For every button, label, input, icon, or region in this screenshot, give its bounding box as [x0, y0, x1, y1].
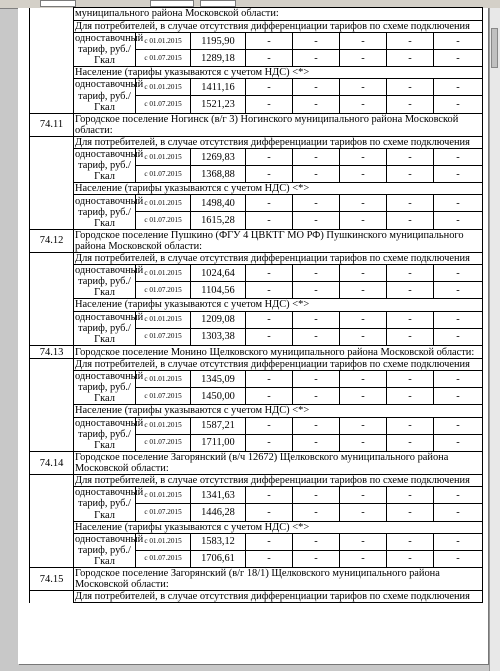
section-title: Городское поселение Монино Щелковского муниципального района Московской области:	[74, 346, 483, 359]
empty-value-dash: -	[246, 282, 293, 299]
empty-value-dash: -	[387, 265, 434, 282]
empty-value-dash: -	[434, 388, 483, 405]
tariff-value: 1024,64	[191, 265, 246, 282]
empty-value-dash: -	[293, 282, 340, 299]
empty-value-dash: -	[387, 311, 434, 328]
empty-value-dash: -	[387, 79, 434, 96]
tariff-label: одноставочный тариф, руб./Гкал	[75, 533, 144, 567]
date-cell: с 01.01.2015	[136, 371, 191, 388]
section-title: Городское поселение Загорянский (в/ч 12672) Щелковского муниципального района Московской области:	[74, 452, 483, 475]
row-number-cell	[30, 21, 74, 33]
empty-value-dash: -	[434, 550, 483, 568]
empty-value-dash: -	[434, 79, 483, 96]
tariff-value: 1341,63	[191, 487, 246, 504]
row-number-cell	[30, 212, 74, 230]
empty-value-dash: -	[293, 487, 340, 504]
empty-value-dash: -	[246, 212, 293, 230]
empty-value-dash: -	[293, 504, 340, 521]
tariff-label: одноставочный тариф, руб./Гкал	[75, 487, 144, 521]
empty-value-dash: -	[434, 311, 483, 328]
footnote-marker: <*>	[292, 405, 310, 417]
empty-value-dash: -	[434, 487, 483, 504]
row-number-cell	[30, 311, 74, 328]
row-number-cell	[30, 183, 74, 195]
date-cell: с 01.07.2015	[136, 96, 191, 113]
empty-value-dash: -	[340, 328, 387, 346]
row-number-cell	[30, 405, 74, 417]
date-cell: с 01.07.2015	[136, 434, 191, 452]
tariff-value: 1104,56	[191, 282, 246, 299]
tariff-value: 1411,16	[191, 79, 246, 96]
date-cell: с 01.01.2015	[136, 533, 191, 550]
footnote-marker: <*>	[292, 299, 310, 311]
tariff-value: 1289,18	[191, 50, 246, 67]
empty-value-dash: -	[293, 33, 340, 50]
empty-value-dash: -	[246, 265, 293, 282]
empty-value-dash: -	[387, 533, 434, 550]
empty-value-dash: -	[434, 50, 483, 67]
empty-value-dash: -	[387, 166, 434, 183]
row-number-cell	[30, 79, 74, 96]
tariff-label: одноставочный тариф, руб./Гкал	[75, 195, 144, 229]
empty-value-dash: -	[387, 33, 434, 50]
date-cell: с 01.01.2015	[136, 265, 191, 282]
empty-value-dash: -	[387, 149, 434, 166]
row-number-cell	[30, 371, 74, 388]
empty-value-dash: -	[340, 388, 387, 405]
empty-value-dash: -	[387, 417, 434, 434]
empty-value-dash: -	[340, 311, 387, 328]
vertical-scrollbar[interactable]	[489, 8, 500, 671]
zoom-dropdown[interactable]	[200, 0, 236, 7]
date-cell: с 01.07.2015	[136, 550, 191, 568]
population-label: Население (тарифы указываются с учетом НДС)	[75, 299, 290, 311]
empty-value-dash: -	[340, 166, 387, 183]
empty-value-dash: -	[340, 550, 387, 568]
empty-value-dash: -	[293, 533, 340, 550]
empty-value-dash: -	[340, 487, 387, 504]
row-number-cell	[30, 359, 74, 371]
empty-value-dash: -	[246, 96, 293, 113]
empty-value-dash: -	[434, 282, 483, 299]
empty-value-dash: -	[293, 550, 340, 568]
empty-value-dash: -	[434, 166, 483, 183]
empty-value-dash: -	[387, 328, 434, 346]
row-number-cell	[30, 67, 74, 79]
empty-value-dash: -	[340, 50, 387, 67]
population-row	[74, 183, 483, 195]
empty-value-dash: -	[246, 533, 293, 550]
consumer-label: Для потребителей, в случае отсутствия дифференциации тарифов по схеме подключения	[74, 21, 483, 33]
page-number-field[interactable]	[40, 0, 76, 7]
empty-value-dash: -	[340, 149, 387, 166]
empty-value-dash: -	[293, 328, 340, 346]
tariff-value: 1269,83	[191, 149, 246, 166]
empty-value-dash: -	[434, 265, 483, 282]
section-number: 74.13	[30, 346, 74, 359]
consumer-label: Для потребителей, в случае отсутствия дифференциации тарифов по схеме подключения	[74, 475, 483, 487]
empty-value-dash: -	[340, 79, 387, 96]
empty-value-dash: -	[434, 417, 483, 434]
date-cell: с 01.01.2015	[136, 195, 191, 212]
empty-value-dash: -	[340, 212, 387, 230]
row-number-cell	[30, 33, 74, 50]
consumer-label: Для потребителей, в случае отсутствия дифференциации тарифов по схеме подключения	[74, 136, 483, 148]
empty-value-dash: -	[293, 212, 340, 230]
date-cell: с 01.01.2015	[136, 33, 191, 50]
empty-value-dash: -	[293, 311, 340, 328]
empty-value-dash: -	[246, 371, 293, 388]
section-title: Городское поселение Пушкино (ФГУ 4 ЦВКТГ МО РФ) Пушкинского муниципального района Московской области:	[74, 229, 483, 252]
empty-value-dash: -	[387, 282, 434, 299]
empty-value-dash: -	[340, 371, 387, 388]
empty-value-dash: -	[293, 265, 340, 282]
row-number-cell	[30, 96, 74, 113]
row-number-cell	[30, 136, 74, 148]
row-number-cell	[30, 299, 74, 311]
empty-value-dash: -	[246, 79, 293, 96]
empty-value-dash: -	[387, 212, 434, 230]
empty-value-dash: -	[340, 533, 387, 550]
row-number-cell	[30, 388, 74, 405]
tariff-label: одноставочный тариф, руб./Гкал	[75, 79, 144, 113]
tariff-label: одноставочный тариф, руб./Гкал	[75, 33, 144, 67]
row-number-cell	[30, 591, 74, 603]
row-number-cell	[30, 434, 74, 452]
empty-value-dash: -	[434, 96, 483, 113]
empty-value-dash: -	[246, 50, 293, 67]
date-cell: с 01.07.2015	[136, 282, 191, 299]
tariff-value: 1583,12	[191, 533, 246, 550]
empty-value-dash: -	[340, 265, 387, 282]
tariff-value: 1368,88	[191, 166, 246, 183]
empty-value-dash: -	[434, 434, 483, 452]
empty-value-dash: -	[387, 371, 434, 388]
empty-value-dash: -	[293, 371, 340, 388]
date-cell: с 01.01.2015	[136, 79, 191, 96]
empty-value-dash: -	[246, 166, 293, 183]
date-cell: с 01.07.2015	[136, 388, 191, 405]
section-title: Городское поселение Загорянский (в/г 18/1) Щелковского муниципального района Московской области:	[74, 568, 483, 591]
tariff-value: 1711,00	[191, 434, 246, 452]
empty-value-dash: -	[246, 195, 293, 212]
footnote-marker: <*>	[292, 67, 310, 79]
row-number-cell	[30, 8, 74, 21]
empty-value-dash: -	[293, 388, 340, 405]
empty-value-dash: -	[293, 166, 340, 183]
empty-value-dash: -	[340, 434, 387, 452]
empty-value-dash: -	[293, 149, 340, 166]
tariff-label: одноставочный тариф, руб./Гкал	[75, 265, 144, 299]
row-number-cell	[30, 166, 74, 183]
empty-value-dash: -	[434, 33, 483, 50]
tariff-label: одноставочный тариф, руб./Гкал	[75, 371, 144, 405]
empty-value-dash: -	[246, 504, 293, 521]
row-number-cell	[30, 504, 74, 521]
row-number-cell	[30, 282, 74, 299]
row-number-cell	[30, 50, 74, 67]
tariff-value: 1587,21	[191, 417, 246, 434]
empty-value-dash: -	[387, 550, 434, 568]
empty-value-dash: -	[246, 487, 293, 504]
section-number: 74.15	[30, 568, 74, 591]
tariff-value: 1303,38	[191, 328, 246, 346]
empty-value-dash: -	[387, 388, 434, 405]
empty-value-dash: -	[340, 96, 387, 113]
empty-value-dash: -	[434, 212, 483, 230]
date-cell: с 01.07.2015	[136, 50, 191, 67]
zoom-field[interactable]	[150, 0, 194, 7]
tariff-table	[29, 7, 483, 603]
tariff-label: одноставочный тариф, руб./Гкал	[75, 149, 144, 183]
row-number-cell	[30, 487, 74, 504]
empty-value-dash: -	[387, 195, 434, 212]
consumer-label: Для потребителей, в случае отсутствия дифференциации тарифов по схеме подключения	[74, 253, 483, 265]
scrollbar-thumb[interactable]	[491, 28, 498, 68]
consumer-label: Для потребителей, в случае отсутствия дифференциации тарифов по схеме подключения	[74, 359, 483, 371]
population-label: Население (тарифы указываются с учетом НДС)	[75, 183, 290, 195]
population-label: Население (тарифы указываются с учетом НДС)	[75, 521, 290, 533]
section-title: Городское поселение Ногинск (в/г 3) Ногинского муниципального района Московской области:	[74, 113, 483, 136]
empty-value-dash: -	[434, 195, 483, 212]
tariff-value: 1345,09	[191, 371, 246, 388]
tariff-value: 1615,28	[191, 212, 246, 230]
empty-value-dash: -	[340, 33, 387, 50]
row-number-cell	[30, 328, 74, 346]
empty-value-dash: -	[293, 96, 340, 113]
footnote-marker: <*>	[292, 183, 310, 195]
consumer-label: Для потребителей, в случае отсутствия дифференциации тарифов по схеме подключения	[74, 591, 483, 603]
row-number-cell	[30, 417, 74, 434]
tariff-label: одноставочный тариф, руб./Гкал	[75, 311, 144, 345]
tariff-value: 1446,28	[191, 504, 246, 521]
date-cell: с 01.01.2015	[136, 311, 191, 328]
empty-value-dash: -	[293, 195, 340, 212]
empty-value-dash: -	[246, 149, 293, 166]
tariff-value: 1521,23	[191, 96, 246, 113]
empty-value-dash: -	[293, 434, 340, 452]
empty-value-dash: -	[246, 388, 293, 405]
empty-value-dash: -	[246, 434, 293, 452]
empty-value-dash: -	[340, 417, 387, 434]
empty-value-dash: -	[434, 371, 483, 388]
empty-value-dash: -	[246, 311, 293, 328]
population-label: Население (тарифы указываются с учетом НДС)	[75, 405, 290, 417]
date-cell: с 01.07.2015	[136, 328, 191, 346]
empty-value-dash: -	[387, 487, 434, 504]
row-number-cell	[30, 550, 74, 568]
empty-value-dash: -	[340, 195, 387, 212]
date-cell: с 01.01.2015	[136, 417, 191, 434]
empty-value-dash: -	[434, 533, 483, 550]
date-cell: с 01.01.2015	[136, 487, 191, 504]
tariff-value: 1498,40	[191, 195, 246, 212]
row-number-cell	[30, 149, 74, 166]
row-number-cell	[30, 533, 74, 550]
date-cell: с 01.07.2015	[136, 212, 191, 230]
empty-value-dash: -	[340, 504, 387, 521]
date-cell: с 01.01.2015	[136, 149, 191, 166]
row-number-cell	[30, 521, 74, 533]
date-cell: с 01.07.2015	[136, 166, 191, 183]
row-number-cell	[30, 195, 74, 212]
empty-value-dash: -	[387, 434, 434, 452]
empty-value-dash: -	[387, 96, 434, 113]
empty-value-dash: -	[246, 550, 293, 568]
empty-value-dash: -	[434, 328, 483, 346]
row-number-cell	[30, 475, 74, 487]
tariff-label: одноставочный тариф, руб./Гкал	[75, 417, 144, 451]
date-cell: с 01.07.2015	[136, 504, 191, 521]
section-number: 74.14	[30, 452, 74, 475]
tariff-value: 1209,08	[191, 311, 246, 328]
population-label: Население (тарифы указываются с учетом НДС)	[75, 67, 290, 79]
empty-value-dash: -	[293, 417, 340, 434]
empty-value-dash: -	[246, 33, 293, 50]
population-row	[74, 521, 483, 533]
empty-value-dash: -	[293, 79, 340, 96]
tariff-value: 1706,61	[191, 550, 246, 568]
empty-value-dash: -	[387, 50, 434, 67]
population-row	[74, 67, 483, 79]
empty-value-dash: -	[246, 328, 293, 346]
document-page	[18, 8, 488, 664]
empty-value-dash: -	[293, 50, 340, 67]
empty-value-dash: -	[434, 504, 483, 521]
section-number: 74.11	[30, 113, 74, 136]
empty-value-dash: -	[387, 504, 434, 521]
row-number-cell	[30, 253, 74, 265]
footnote-marker: <*>	[292, 521, 310, 533]
tariff-value: 1195,90	[191, 33, 246, 50]
empty-value-dash: -	[246, 417, 293, 434]
row-number-cell	[30, 265, 74, 282]
population-row	[74, 405, 483, 417]
population-row	[74, 299, 483, 311]
tariff-value: 1450,00	[191, 388, 246, 405]
section-title-continued: муниципального района Московской области:	[74, 8, 483, 21]
empty-value-dash: -	[340, 282, 387, 299]
empty-value-dash: -	[434, 149, 483, 166]
section-number: 74.12	[30, 229, 74, 252]
